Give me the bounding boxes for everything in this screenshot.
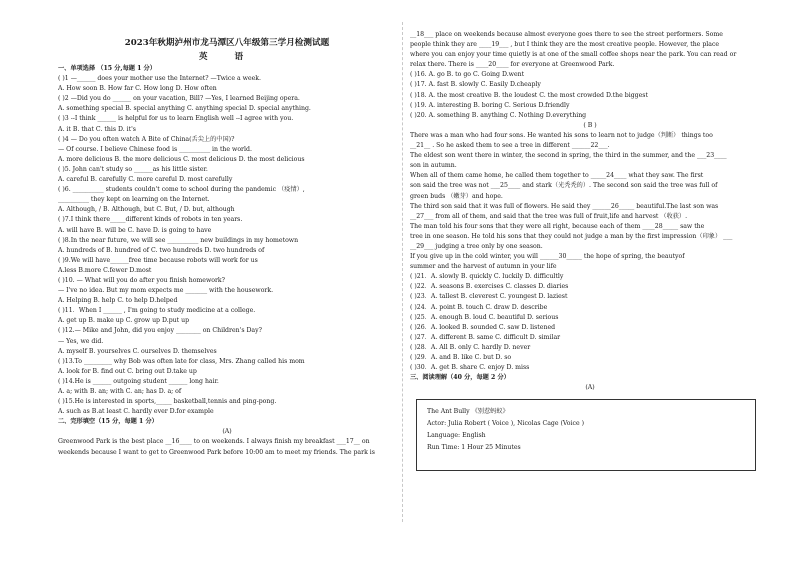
passage-line: people think they are ____19___ , but I think they are the most creative people. However, the place bbox=[410, 41, 720, 49]
question-line: ( )12.— Mike and John, did you enjoy ________ on Children's Day? bbox=[58, 327, 262, 335]
question-line: ( )9.We will have______free time because robots will work for us bbox=[58, 256, 258, 264]
column-divider bbox=[402, 22, 403, 522]
question-line: ( )15.He is interested in sports,_____ basketball,tennis and ping-pong. bbox=[58, 398, 277, 406]
passage-label: (A) bbox=[585, 384, 595, 392]
options-line: ( )24．A. point B. touch C. draw D. describe bbox=[410, 303, 548, 311]
options-line: ( )23．A. tallest B. cleverest C. youngest D. laziest bbox=[410, 293, 568, 301]
passage-line: green buds （嫩芽）and hope. bbox=[410, 192, 503, 200]
question-line: — Yes, we did. bbox=[58, 337, 104, 345]
options-line: ( )29．A. and B. like C. but D. so bbox=[410, 354, 512, 361]
options-line: ( )28．A. All B. only C. hardly D. never bbox=[410, 343, 531, 351]
options-line: A. myself B. yourselves C. ourselves D. themselves bbox=[58, 347, 217, 355]
exam-subject: 英 语 bbox=[198, 52, 256, 62]
question-line: ( )4 — Do you often watch A Bite of China(舌尖上的中国)? bbox=[58, 135, 235, 143]
left-column bbox=[58, 36, 396, 458]
options-line: ( )18. A. the most creative B. the loudest C. the most crowded D.the biggest bbox=[410, 91, 648, 99]
options-line: ( )17. A. fast B. slowly C. Easily D.cheaply bbox=[410, 81, 541, 89]
question-line: — Of course. I believe Chinese food is __________ in the world. bbox=[58, 145, 252, 153]
options-line: A. such as B.at least C. hardly ever D.for example bbox=[58, 408, 214, 416]
options-line: A. it B. that C. this D. it's bbox=[58, 125, 136, 133]
movie-runtime: Run Time: 1 Hour 25 Minutes bbox=[427, 444, 521, 452]
section-heading: 三、阅读理解（40 分，每题 2 分） bbox=[410, 374, 510, 382]
passage-line: __18___ place on weekends because almost everyone goes there to see the street performers. Some bbox=[410, 31, 723, 38]
passage-label: ( B ) bbox=[583, 121, 597, 129]
movie-actor: Actor: Julia Robert ( Voice ), Nicolas Cage (Voice ) bbox=[427, 420, 585, 428]
options-line: A. get up B. make up C. grow up D.put up bbox=[58, 317, 190, 325]
passage-line: __27___ from all of them, and said that the tree was full of fruit,life and harvest （收获）. bbox=[410, 212, 688, 220]
question-line: ( )10. — What will you do after you finish homework? bbox=[58, 276, 225, 284]
options-line: ( )27．A. different B. same C. difficult D. similar bbox=[410, 333, 561, 341]
question-line: — I've no idea. But my mom expects me _______ with the housework. bbox=[58, 287, 274, 295]
passage-line: The eldest son went there in winter, the second in spring, the third in the summer, and the ___23____ bbox=[410, 152, 727, 160]
options-line: A. more delicious B. the more delicious C. most delicious D. the most delicious bbox=[58, 155, 305, 163]
options-line: A. will have B. will be C. have D. is going to have bbox=[58, 226, 212, 234]
passage-line: __21__ . So he asked them to see a tree in different ______22___. bbox=[410, 142, 610, 150]
passage-line: When all of them came home, he called them together to _____24____ what they saw. The first bbox=[410, 172, 704, 180]
options-line: A. careful B. carefully C. more careful D. most carefully bbox=[58, 176, 233, 184]
options-line: ( )21．A. slowly B. quickly C. luckily D. difficultly bbox=[410, 273, 564, 281]
passage-line: son said the tree was not ___25____ and stark（光秃秃的）. The second son said the tree was full of bbox=[410, 182, 718, 190]
movie-language: Language: English bbox=[427, 432, 486, 440]
passage-line: tree in one season. He told his sons that they could not judge a man by the first impression（印象） ___ bbox=[410, 232, 733, 240]
question-line: ( )14.He is ______ outgoing student ______ long hair. bbox=[58, 377, 219, 385]
question-line: ( )5. John can't study so ______as his little sister. bbox=[58, 165, 208, 173]
options-line: ( )22．A. seasons B. exercises C. classes D. diaries bbox=[410, 283, 569, 291]
question-line: ( )2 —Did you do ______ on your vacation, Bill? —Yes, I learned Beijing opera. bbox=[58, 95, 300, 103]
options-line: ( )26．A. looked B. sounded C. saw D. listened bbox=[410, 323, 556, 331]
passage-line: Greenwood Park is the best place __16____ to on weekends. I always finish my breakfast ___17__ on bbox=[58, 438, 370, 446]
passage-line: summer and the harvest of autumn in your life bbox=[410, 263, 557, 271]
passage-line: relax there. There is ____20____ for everyone at Greenwood Park. bbox=[410, 61, 615, 69]
passage-label: (A) bbox=[222, 428, 232, 436]
exam-title: 2023年秋期泸州市龙马潭区八年级第三学月检测试题 bbox=[124, 38, 330, 48]
options-line: A. Helping B. help C. to help D.helped bbox=[58, 297, 178, 305]
passage-line: son in autumn. bbox=[410, 162, 457, 170]
passage-line: There was a man who had four sons. He wanted his sons to learn not to judge（判断） things too bbox=[410, 131, 713, 139]
question-line: ( )13.To _________ why Bob was often late for class, Mrs. Zhang called his mom bbox=[58, 357, 305, 365]
question-line: ( )6. __________ students couldn't come to school during the pandemic （疫情）, bbox=[58, 186, 305, 194]
question-line: ( )1 —______ does your mother use the Internet? —Twice a week. bbox=[58, 75, 261, 83]
options-line: A. something special B. special anything C. anything special D. special anything. bbox=[58, 105, 311, 113]
passage-line: If you give up in the cold winter, you will ______30_____ the hope of spring, the beautyof bbox=[410, 253, 685, 261]
passage-line: __29___ judging a tree only by one season. bbox=[410, 242, 543, 250]
question-line: ( )11．When I ______ , I'm going to study medicine at a college. bbox=[58, 307, 256, 315]
section-heading: 一、单项选择 （15 分,每题 1 分） bbox=[58, 65, 156, 72]
options-line: A. Although, / B. Although, but C. But, / D. but, although bbox=[58, 206, 235, 214]
options-line: ( )19. A. interesting B. boring C. Serious D.friendly bbox=[410, 101, 570, 109]
passage-line: The third son said that it was full of flowers. He said they ______26_____ beautiful.The last son was bbox=[410, 202, 719, 210]
options-line: A. hundreds of B. hundred of C. two hundreds D. two hundreds of bbox=[58, 246, 265, 254]
question-line: ( )8.In the near future, we will see __________ new buildings in my hometown bbox=[58, 236, 299, 244]
movie-info-box bbox=[416, 399, 756, 471]
options-line: A. How soon B. How far C. How long D. How often bbox=[58, 85, 217, 93]
options-line: ( )30．A. get B. share C. enjoy D. miss bbox=[410, 364, 530, 372]
question-line: ( )7.I think there_____different kinds of robots in ten years. bbox=[58, 216, 243, 224]
question-line: ( )3 --I think ______ is helpful for us to learn English well --I agree with you. bbox=[58, 115, 294, 123]
passage-line: The man told his four sons that they were all right, because each of them ____28_____ saw the bbox=[410, 222, 705, 230]
right-column bbox=[410, 30, 770, 471]
options-line: A. a; with B. an; with C. an; has D. a; of bbox=[58, 388, 182, 395]
options-line: A. look for B. find out C. bring out D.take up bbox=[58, 367, 197, 375]
passage-line: where you can enjoy your time quietly is at one of the small coffee shops near the park. You can read or bbox=[410, 51, 737, 59]
options-line: ( )20. A. something B. anything C. Nothing D.everything bbox=[410, 111, 587, 119]
question-line: __________ they kept on learning on the Internet. bbox=[58, 196, 210, 204]
options-line: A.less B.more C.fewer D.most bbox=[58, 266, 152, 274]
section-heading: 二、完形填空（15 分，每题 1 分） bbox=[58, 418, 158, 426]
options-line: ( )16. A. go B. to go C. Going D.went bbox=[410, 71, 525, 79]
options-line: ( )25．A. enough B. loud C. beautiful D. serious bbox=[410, 313, 559, 321]
passage-line: weekends because I want to get to Greenwood Park before 10:00 am to meet my friends. The park is bbox=[58, 448, 375, 456]
movie-title: The Ant Bully 《别惹蚂蚁》 bbox=[427, 408, 509, 416]
